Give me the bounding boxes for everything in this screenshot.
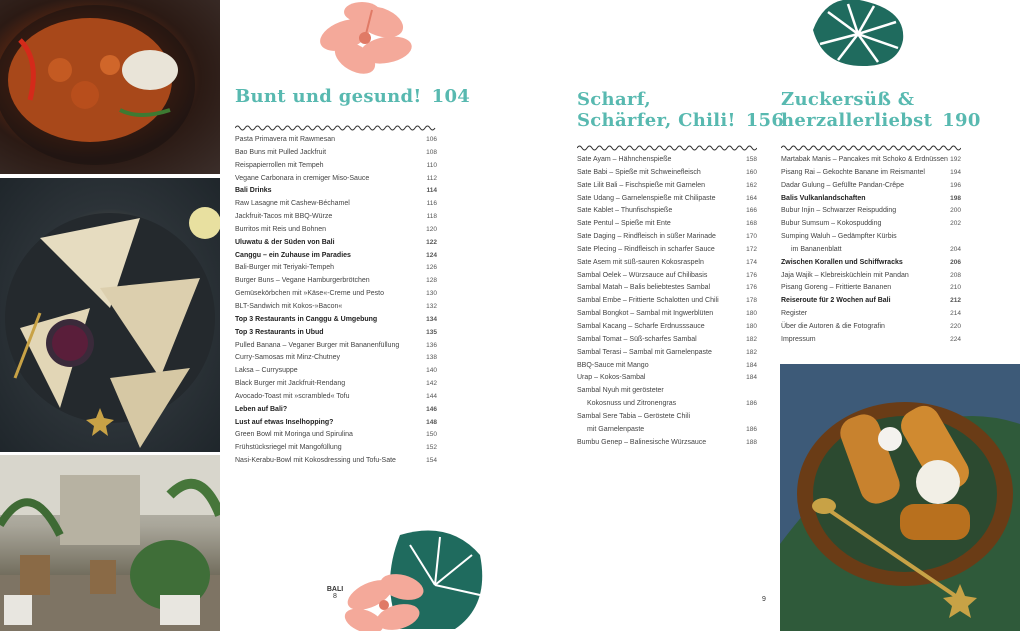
toc-entry: [781, 154, 961, 167]
toc-entry-page: 176: [746, 284, 757, 292]
toc-entry: [781, 321, 961, 334]
toc-entry: [577, 411, 757, 424]
hibiscus-flower-icon: [300, 0, 430, 78]
toc-entry-title: Impressum: [781, 335, 816, 343]
garden-terrace-illustration: [0, 455, 220, 631]
monstera-leaf-icon: [808, 0, 908, 68]
chapter-title-text: Bunt und gesund!: [235, 86, 422, 107]
toc-entry-page: 144: [426, 392, 437, 400]
toc-entry-title: Martabak Manis – Pancakes mit Schoko & Erdnüssen: [781, 156, 948, 163]
chapter-title-scharf: [577, 89, 784, 131]
chapter-page-number: 190: [942, 110, 981, 131]
dessert-photo: [780, 364, 1020, 631]
garden-photo: [0, 455, 220, 631]
toc-entry: [577, 360, 757, 373]
toc-entry-page: 168: [746, 220, 757, 228]
toc-entry: [235, 250, 437, 263]
toc-entry: [577, 167, 757, 180]
chapter-title-bunt: [235, 86, 470, 107]
toc-entry: [577, 180, 757, 193]
toc-entry: [235, 275, 437, 288]
toc-entry-title: Sate Babi – Spieße mit Schweinefleisch: [577, 168, 701, 176]
toc-entry: [235, 365, 437, 378]
toc-entry-title: Sate Daging – Rindfleisch in süßer Marinade: [577, 233, 716, 241]
toc-entry: [781, 244, 961, 257]
toc-entry-title: Dadar Gulung – Gefüllte Pandan-Crêpe: [781, 181, 904, 189]
toc-entry-page: 184: [746, 374, 757, 382]
toc-entry-title: Sambal Tomat – Süß-scharfes Sambal: [577, 335, 697, 343]
toc-entry-title: Nasi-Kerabu-Bowl mit Kokosdressing und Tofu-Sate: [235, 457, 396, 465]
chapter-title-line1: Zuckersüß &: [781, 89, 915, 110]
toc-entry-title: Bubur Injin – Schwarzer Reispudding: [781, 207, 897, 215]
toc-entry-page: 186: [746, 400, 757, 408]
running-footer-label: BALI: [326, 586, 344, 593]
toc-entry-title: Pasta Primavera mit Rawmesan: [235, 136, 335, 143]
toc-entry: [577, 321, 757, 334]
toc-entry: [781, 270, 961, 283]
toc-entry-page: 124: [426, 251, 437, 259]
toc-entry: [235, 288, 437, 301]
toc-entry-title: Urap – Kokos-Sambal: [577, 374, 646, 382]
toc-entry: [781, 193, 961, 206]
toc-entry-title: mit Garnelenpaste: [587, 425, 645, 433]
toc-entry-page: 154: [426, 457, 437, 465]
toc-entry-page: 172: [746, 245, 757, 253]
toc-entry: [577, 308, 757, 321]
curry-bowl-illustration: [0, 0, 220, 174]
toc-entry-page: 146: [426, 405, 437, 413]
toc-list-scharf: [577, 154, 757, 449]
toc-entry-title: Bao Buns mit Pulled Jackfruit: [235, 148, 327, 156]
toc-entry: [577, 372, 757, 385]
toc-entry-page: 142: [426, 380, 437, 388]
toc-entry: [781, 295, 961, 308]
curry-photo: [0, 0, 220, 174]
toc-entry-title: BLT-Sandwich mit Kokos-»Bacon«: [235, 302, 343, 310]
toc-entry-title: Sambal Sere Tabia – Geröstete Chili: [577, 412, 691, 420]
toc-entry-title: Top 3 Restaurants in Canggu & Umgebung: [235, 315, 378, 323]
toc-entry: [235, 340, 437, 353]
toc-entry: [235, 404, 437, 417]
toc-entry-page: 174: [746, 258, 757, 266]
toc-entry: [577, 385, 757, 398]
toc-entry-page: 148: [426, 418, 437, 426]
toc-entry-title: Sambal Oelek – Würzsauce auf Chilibasis: [577, 271, 708, 279]
toc-entry: [781, 205, 961, 218]
toc-entry: [235, 198, 437, 211]
toc-entry: [577, 231, 757, 244]
toc-entry-page: 110: [426, 161, 437, 169]
toc-entry-page: 194: [950, 168, 961, 176]
toc-entry-title: Gemüsekörbchen mit »Käse«-Creme und Pesto: [235, 290, 385, 298]
toc-entry: [781, 231, 961, 244]
toc-entry-title: Sate Lilit Bali – Fischspieße mit Garnelen: [577, 181, 705, 189]
toc-entry: [781, 308, 961, 321]
toc-entry-title: Sambal Terasi – Sambal mit Garnelenpaste: [577, 348, 712, 356]
toc-entry-title: Raw Lasagne mit Cashew-Béchamel: [235, 200, 350, 208]
toc-entry-page: 182: [746, 348, 757, 356]
toc-entry-title: Reiseroute für 2 Wochen auf Bali: [781, 297, 891, 305]
toc-entry-title: Green Bowl mit Moringa und Spirulina: [235, 431, 353, 439]
toc-entry-page: 160: [746, 168, 757, 176]
wavy-divider: [577, 144, 757, 152]
toc-entry-page: 212: [950, 297, 961, 305]
toc-entry: [235, 134, 437, 147]
toc-entry-title: Top 3 Restaurants in Ubud: [235, 328, 324, 336]
toc-entry: [577, 282, 757, 295]
toc-entry-title: Sambal Bongkot – Sambal mit Ingwerblüten: [577, 310, 714, 318]
toc-entry-title: Sambal Matah – Balis beliebtestes Sambal: [577, 284, 711, 292]
toc-entry-title: Sambal Kacang – Scharfe Erdnusssauce: [577, 322, 705, 330]
toc-entry-title: Sate Plecing – Rindfleisch in scharfer Sauce: [577, 245, 715, 253]
toc-entry-page: 208: [950, 271, 961, 279]
toc-entry-page: 164: [746, 194, 757, 202]
toc-entry-title: Balis Vulkanlandschaften: [781, 194, 866, 202]
toc-entry-title: Sambal Embe – Frittierte Schalotten und Chili: [577, 297, 719, 305]
toc-entry: [235, 352, 437, 365]
samosa-plate-illustration: [0, 178, 220, 452]
toc-entry-page: 214: [950, 310, 961, 318]
toc-entry-page: 182: [746, 335, 757, 343]
toc-entry: [781, 257, 961, 270]
toc-entry: [235, 173, 437, 186]
toc-entry-title: Bali Drinks: [235, 187, 272, 195]
wavy-divider: [235, 124, 437, 132]
page-number-left: 8: [333, 593, 337, 600]
toc-entry: [577, 154, 757, 167]
toc-entry-title: Register: [781, 310, 808, 318]
toc-entry-page: 118: [426, 213, 437, 221]
toc-entry: [235, 378, 437, 391]
toc-entry: [235, 211, 437, 224]
toc-entry: [577, 424, 757, 437]
toc-entry-page: 178: [746, 297, 757, 305]
toc-entry-title: Sate Asem mit süß-sauren Kokosraspeln: [577, 258, 704, 266]
toc-entry: [577, 347, 757, 360]
footer: [320, 586, 350, 600]
toc-entry-title: Curry-Samosas mit Minz-Chutney: [235, 354, 341, 362]
toc-entry-title: Sambal Nyuh mit gerösteter: [577, 387, 664, 395]
toc-entry: [577, 295, 757, 308]
toc-entry-title: Pulled Banana – Veganer Burger mit Bananenfüllung: [235, 341, 400, 349]
toc-entry-page: 184: [746, 361, 757, 369]
toc-entry: [235, 455, 437, 468]
toc-entry-title: Canggu – ein Zuhause im Paradies: [235, 251, 351, 259]
toc-entry-page: 114: [426, 187, 437, 195]
toc-entry-page: 180: [746, 310, 757, 318]
chapter-page-number: 104: [431, 86, 471, 107]
toc-entry-title: Über die Autoren & die Fotografin: [781, 322, 885, 330]
page-number-right: 9: [762, 596, 766, 603]
toc-entry: [577, 193, 757, 206]
toc-entry-page: 132: [426, 302, 437, 310]
toc-entry-page: 120: [426, 225, 437, 233]
toc-entry-title: Bali-Burger mit Teriyaki-Tempeh: [235, 264, 335, 272]
toc-entry-title: Bumbu Genep – Balinesische Würzsauce: [577, 438, 707, 446]
toc-entry-page: 150: [426, 431, 437, 439]
toc-list-bunt: [235, 134, 437, 468]
toc-entry-title: Uluwatu & der Süden von Bali: [235, 238, 335, 246]
toc-entry-page: 136: [426, 341, 437, 349]
toc-entry: [235, 185, 437, 198]
toc-entry-page: 140: [426, 367, 437, 375]
toc-entry-title: Sate Kablet – Thunfischspieße: [577, 207, 673, 215]
toc-entry-title: im Bananenblatt: [791, 245, 842, 253]
chapter-page-number: 156: [745, 110, 785, 131]
toc-entry-title: Lust auf etwas Inselhopping?: [235, 418, 334, 426]
toc-entry-title: Bubur Sumsum – Kokospudding: [781, 220, 882, 228]
toc-entry: [235, 327, 437, 340]
toc-entry-page: 204: [950, 245, 961, 253]
toc-entry: [781, 282, 961, 295]
toc-entry: [577, 244, 757, 257]
toc-entry: [235, 417, 437, 430]
toc-entry-page: 130: [426, 290, 437, 298]
toc-entry-title: BBQ-Sauce mit Mango: [577, 361, 649, 369]
toc-entry-page: 112: [426, 174, 437, 182]
toc-entry: [235, 314, 437, 327]
toc-entry-title: Frühstücksriegel mit Mangofüllung: [235, 444, 342, 452]
toc-entry-title: Sate Udang – Garnelenspieße mit Chilipaste: [577, 194, 716, 202]
toc-entry-page: 202: [950, 220, 961, 228]
toc-entry-page: 135: [426, 328, 437, 336]
toc-entry-page: 192: [950, 156, 961, 163]
toc-entry-page: 200: [950, 207, 961, 215]
chapter-title-line2: herzallerliebst: [781, 110, 933, 131]
toc-entry-title: Burritos mit Reis und Bohnen: [235, 225, 327, 233]
toc-entry-title: Vegane Carbonara in cremiger Miso-Sauce: [235, 174, 370, 182]
bottom-leaf-flower-icon: [340, 525, 490, 631]
toc-entry-title: Jaja Wajik – Klebreisküchlein mit Pandan: [781, 271, 909, 279]
toc-entry-title: Avocado-Toast mit »scrambled« Tofu: [235, 392, 350, 400]
banana-dessert-illustration: [780, 364, 1020, 631]
toc-entry-page: 170: [746, 233, 757, 241]
toc-entry: [781, 167, 961, 180]
toc-entry-page: 116: [426, 200, 437, 208]
toc-entry-page: 180: [746, 322, 757, 330]
toc-entry: [235, 237, 437, 250]
toc-entry-title: Leben auf Bali?: [235, 405, 288, 413]
toc-entry-title: Black Burger mit Jackfruit-Rendang: [235, 380, 346, 388]
toc-entry: [235, 301, 437, 314]
toc-entry-title: Zwischen Korallen und Schiffwracks: [781, 258, 903, 266]
toc-entry: [235, 160, 437, 173]
toc-entry: [577, 398, 757, 411]
toc-entry: [577, 218, 757, 231]
toc-entry-page: 166: [746, 207, 757, 215]
toc-entry: [235, 442, 437, 455]
toc-entry: [781, 180, 961, 193]
chapter-title-line1: Scharf,: [577, 89, 651, 110]
toc-entry-title: Burger Buns – Vegane Hamburgerbrötchen: [235, 277, 370, 285]
toc-list-zuckersuess: [781, 154, 961, 347]
toc-entry: [235, 224, 437, 237]
toc-entry-page: 210: [950, 284, 961, 292]
toc-entry: [577, 437, 757, 450]
toc-entry-page: 108: [426, 148, 437, 156]
toc-entry-title: Reispapierrollen mit Tempeh: [235, 161, 324, 169]
toc-entry-page: 162: [746, 181, 757, 189]
toc-entry: [577, 205, 757, 218]
toc-entry: [235, 147, 437, 160]
toc-entry-title: Kokosnuss und Zitronengras: [587, 400, 677, 408]
toc-entry: [781, 334, 961, 347]
toc-entry: [577, 270, 757, 283]
toc-entry-page: 138: [426, 354, 437, 362]
chapter-title-line2: Schärfer, Chili!: [577, 110, 736, 131]
toc-entry-page: 220: [950, 322, 961, 330]
toc-entry-title: Sumping Waluh – Gedämpfter Kürbis: [781, 233, 897, 241]
toc-entry: [235, 391, 437, 404]
toc-entry-page: 122: [426, 238, 437, 246]
chapter-title-zuckersuess: [781, 89, 981, 131]
toc-entry-page: 224: [950, 335, 961, 343]
toc-entry: [577, 257, 757, 270]
toc-entry-page: 134: [426, 315, 437, 323]
toc-entry-page: 152: [426, 444, 437, 452]
toc-entry-title: Sate Ayam – Hähnchenspieße: [577, 156, 672, 163]
toc-entry-page: 196: [950, 181, 961, 189]
toc-entry: [235, 429, 437, 442]
toc-entry-title: Pisang Goreng – Frittierte Bananen: [781, 284, 892, 292]
toc-entry: [577, 334, 757, 347]
wavy-divider: [781, 144, 961, 152]
toc-entry-page: 186: [746, 425, 757, 433]
toc-entry-page: 158: [746, 156, 757, 163]
toc-entry-page: 206: [950, 258, 961, 266]
toc-entry-title: Laksa – Currysuppe: [235, 367, 298, 375]
toc-entry: [235, 262, 437, 275]
toc-entry-title: Pisang Rai – Gekochte Banane im Reismantel: [781, 168, 925, 176]
toc-entry-page: 106: [426, 136, 437, 143]
toc-entry: [781, 218, 961, 231]
toc-entry-page: 126: [426, 264, 437, 272]
toc-entry-page: 188: [746, 438, 757, 446]
samosa-photo: [0, 178, 220, 452]
toc-entry-title: Sate Pentul – Spieße mit Ente: [577, 220, 671, 228]
toc-entry-title: Jackfruit-Tacos mit BBQ-Würze: [235, 213, 333, 221]
toc-entry-page: 198: [950, 194, 961, 202]
toc-entry-page: 176: [746, 271, 757, 279]
toc-entry-page: 128: [426, 277, 437, 285]
